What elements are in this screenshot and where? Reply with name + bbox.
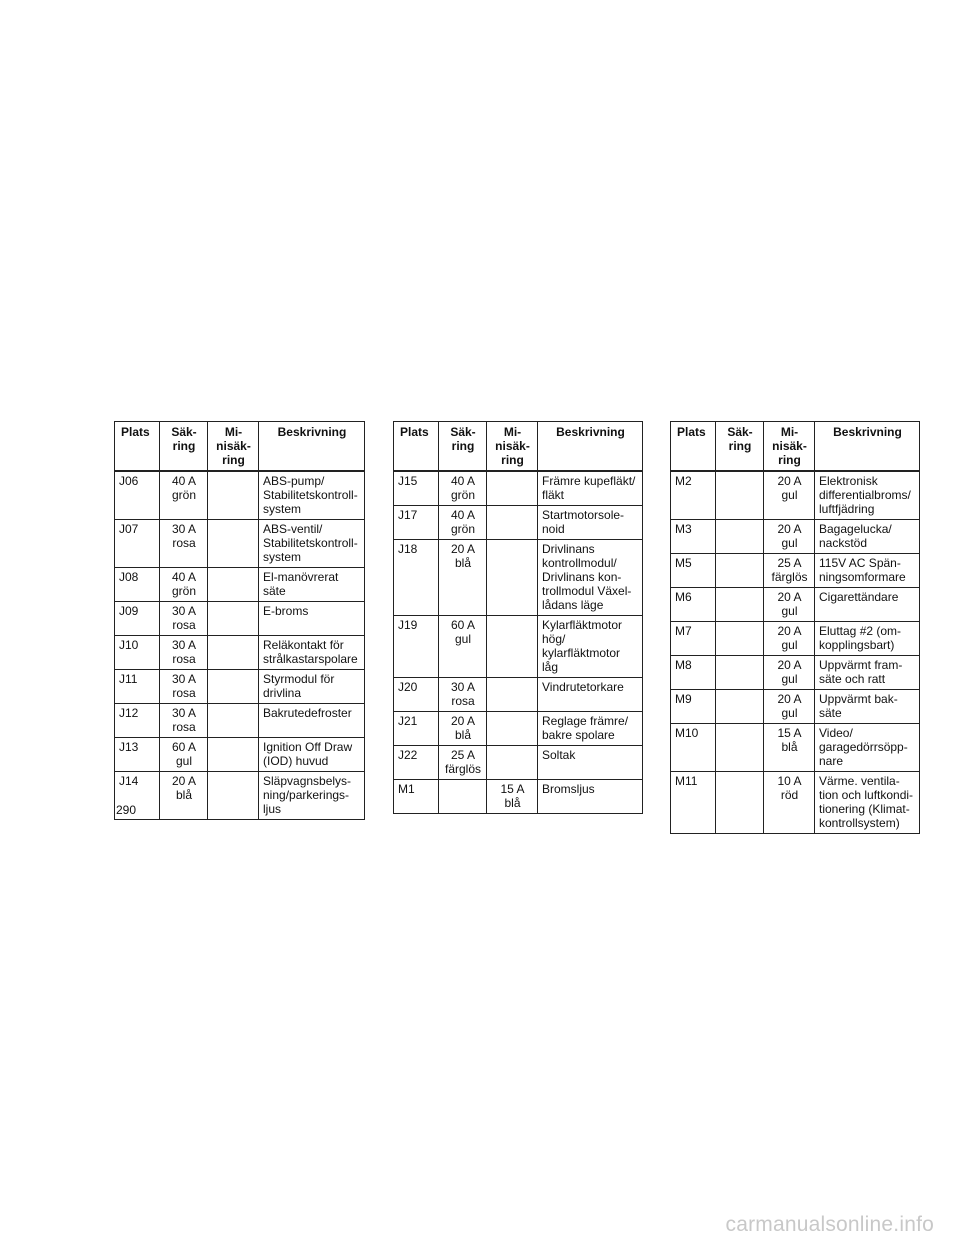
table-row [671, 520, 920, 554]
cell-sakring: 60 A gul [160, 738, 208, 772]
table-row [115, 738, 365, 772]
cell-plats: J17 [394, 506, 439, 540]
table-header-row [394, 422, 643, 472]
cell-minisakring [208, 704, 259, 738]
cell-plats: J21 [394, 712, 439, 746]
table-row [115, 670, 365, 704]
cell-sakring [716, 554, 764, 588]
cell-sakring [716, 471, 764, 520]
cell-minisakring: 15 A blå [764, 724, 815, 772]
cell-beskrivning: El-manövrerat säte [259, 568, 365, 602]
cell-plats: M5 [671, 554, 716, 588]
fuse-table-1 [114, 421, 365, 820]
cell-sakring: 40 A grön [439, 506, 487, 540]
cell-beskrivning: Reläkontakt för strålkastarspolare [259, 636, 365, 670]
table-row [115, 568, 365, 602]
cell-plats: J22 [394, 746, 439, 780]
table-row [115, 772, 365, 820]
cell-plats: J06 [115, 471, 160, 520]
cell-sakring: 60 A gul [439, 616, 487, 678]
cell-minisakring [487, 616, 538, 678]
cell-sakring: 20 A blå [439, 540, 487, 616]
table-row [671, 622, 920, 656]
cell-beskrivning: Värme. ventila- tion och luftkondi- tionering (Klimat- kontrollsystem) [815, 772, 920, 834]
cell-minisakring: 20 A gul [764, 471, 815, 520]
cell-plats: J11 [115, 670, 160, 704]
cell-minisakring [487, 506, 538, 540]
cell-beskrivning: Bromsljus [538, 780, 643, 814]
cell-plats: J15 [394, 471, 439, 506]
table-row [394, 678, 643, 712]
cell-sakring: 30 A rosa [160, 520, 208, 568]
table-row [394, 540, 643, 616]
header-plats: Plats [394, 422, 439, 472]
cell-plats: J08 [115, 568, 160, 602]
cell-beskrivning: Bagagelucka/ nackstöd [815, 520, 920, 554]
cell-minisakring: 20 A gul [764, 656, 815, 690]
cell-plats: M10 [671, 724, 716, 772]
cell-beskrivning: Startmotorsole- noid [538, 506, 643, 540]
cell-minisakring: 15 A blå [487, 780, 538, 814]
cell-sakring: 40 A grön [439, 471, 487, 506]
table-row [115, 704, 365, 738]
header-beskrivning: Beskrivning [259, 422, 365, 472]
cell-plats: J07 [115, 520, 160, 568]
cell-sakring: 30 A rosa [160, 602, 208, 636]
cell-beskrivning: Cigarettändare [815, 588, 920, 622]
cell-plats: M8 [671, 656, 716, 690]
table-row [115, 471, 365, 520]
cell-minisakring: 20 A gul [764, 520, 815, 554]
cell-beskrivning: Soltak [538, 746, 643, 780]
cell-sakring [716, 772, 764, 834]
cell-beskrivning: Vindrutetorkare [538, 678, 643, 712]
cell-minisakring [208, 636, 259, 670]
cell-beskrivning: Reglage främre/ bakre spolare [538, 712, 643, 746]
table-row [115, 602, 365, 636]
table-row [671, 772, 920, 834]
cell-minisakring [208, 471, 259, 520]
table-row [671, 554, 920, 588]
table-row [394, 616, 643, 678]
page-number: 290 [116, 803, 137, 817]
cell-plats: M2 [671, 471, 716, 520]
cell-minisakring [208, 772, 259, 820]
cell-plats: J13 [115, 738, 160, 772]
header-minisakring: Mi- nisäk- ring [487, 422, 538, 472]
cell-sakring [439, 780, 487, 814]
table-row [394, 712, 643, 746]
cell-sakring [716, 724, 764, 772]
table-row [671, 471, 920, 520]
cell-minisakring [208, 670, 259, 704]
cell-plats: J10 [115, 636, 160, 670]
cell-sakring: 40 A grön [160, 568, 208, 602]
watermark-text: carmanualsonline.info [725, 1213, 934, 1236]
header-beskrivning: Beskrivning [538, 422, 643, 472]
table-row [671, 588, 920, 622]
cell-beskrivning: Elektronisk differentialbroms/ luftfjädring [815, 471, 920, 520]
table-row [394, 506, 643, 540]
cell-beskrivning: Styrmodul för drivlina [259, 670, 365, 704]
cell-minisakring: 20 A gul [764, 622, 815, 656]
cell-beskrivning: Video/ garagedörrsöpp- nare [815, 724, 920, 772]
cell-minisakring [487, 678, 538, 712]
cell-minisakring [208, 602, 259, 636]
header-plats: Plats [115, 422, 160, 472]
cell-beskrivning: ABS-pump/ Stabilitetskontroll- system [259, 471, 365, 520]
header-minisakring: Mi- nisäk- ring [764, 422, 815, 472]
table-row [115, 636, 365, 670]
header-sakring: Säk- ring [439, 422, 487, 472]
cell-minisakring [208, 568, 259, 602]
cell-sakring [716, 588, 764, 622]
cell-beskrivning: Uppvärmt fram- säte och ratt [815, 656, 920, 690]
cell-sakring [716, 656, 764, 690]
cell-sakring: 30 A rosa [439, 678, 487, 712]
cell-beskrivning: Främre kupefläkt/ fläkt [538, 471, 643, 506]
cell-beskrivning: Kylarfläktmotor hög/ kylarfläktmotor låg [538, 616, 643, 678]
cell-plats: J18 [394, 540, 439, 616]
cell-plats: J20 [394, 678, 439, 712]
cell-sakring: 25 A färglös [439, 746, 487, 780]
table-row [394, 780, 643, 814]
cell-plats: M11 [671, 772, 716, 834]
cell-plats: J09 [115, 602, 160, 636]
cell-sakring: 40 A grön [160, 471, 208, 520]
cell-minisakring [487, 540, 538, 616]
cell-sakring: 30 A rosa [160, 670, 208, 704]
cell-sakring: 30 A rosa [160, 704, 208, 738]
cell-plats: M9 [671, 690, 716, 724]
cell-minisakring [208, 520, 259, 568]
cell-beskrivning: 115V AC Spän- ningsomformare [815, 554, 920, 588]
cell-sakring [716, 622, 764, 656]
table-row [115, 520, 365, 568]
cell-minisakring: 25 A färglös [764, 554, 815, 588]
cell-beskrivning: Ignition Off Draw (IOD) huvud [259, 738, 365, 772]
header-sakring: Säk- ring [160, 422, 208, 472]
cell-minisakring [487, 712, 538, 746]
cell-minisakring [487, 471, 538, 506]
cell-plats: M1 [394, 780, 439, 814]
table-row [671, 690, 920, 724]
cell-beskrivning: ABS-ventil/ Stabilitetskontroll- system [259, 520, 365, 568]
header-minisakring: Mi- nisäk- ring [208, 422, 259, 472]
fuse-table-3 [670, 421, 920, 834]
cell-plats: J14 [115, 772, 160, 820]
cell-sakring: 20 A blå [160, 772, 208, 820]
cell-beskrivning: Släpvagnsbelys- ning/parkerings- ljus [259, 772, 365, 820]
cell-minisakring: 20 A gul [764, 690, 815, 724]
cell-beskrivning: Uppvärmt bak- säte [815, 690, 920, 724]
cell-plats: J19 [394, 616, 439, 678]
fuse-table-2 [393, 421, 643, 814]
cell-plats: M6 [671, 588, 716, 622]
cell-beskrivning: Drivlinans kontrollmodul/ Drivlinans kon- trollmodul Växel- lådans läge [538, 540, 643, 616]
cell-sakring: 30 A rosa [160, 636, 208, 670]
cell-plats: J12 [115, 704, 160, 738]
cell-sakring [716, 690, 764, 724]
cell-minisakring: 10 A röd [764, 772, 815, 834]
table-header-row [115, 422, 365, 472]
cell-beskrivning: Eluttag #2 (om- kopplingsbart) [815, 622, 920, 656]
cell-minisakring [487, 746, 538, 780]
table-row [671, 656, 920, 690]
table-row [671, 724, 920, 772]
cell-beskrivning: E-broms [259, 602, 365, 636]
cell-sakring [716, 520, 764, 554]
header-plats: Plats [671, 422, 716, 472]
cell-beskrivning: Bakrutedefroster [259, 704, 365, 738]
table-header-row [671, 422, 920, 472]
cell-plats: M7 [671, 622, 716, 656]
cell-minisakring: 20 A gul [764, 588, 815, 622]
header-sakring: Säk- ring [716, 422, 764, 472]
table-row [394, 471, 643, 506]
cell-sakring: 20 A blå [439, 712, 487, 746]
cell-plats: M3 [671, 520, 716, 554]
header-beskrivning: Beskrivning [815, 422, 920, 472]
table-row [394, 746, 643, 780]
cell-minisakring [208, 738, 259, 772]
